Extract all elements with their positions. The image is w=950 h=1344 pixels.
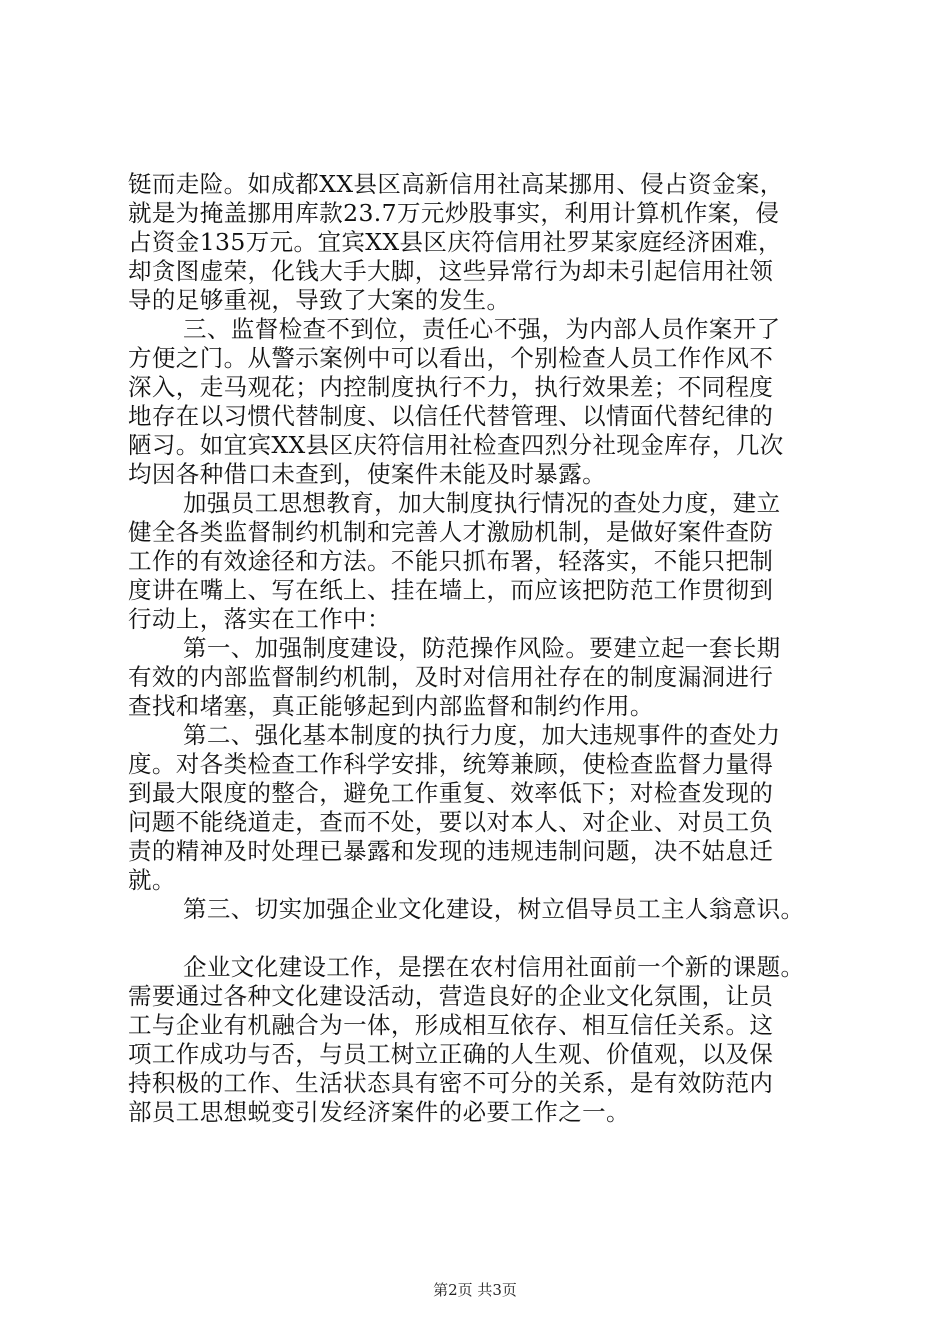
- paragraph-line: 深入，走马观花；内控制度执行不力，执行效果差；不同程度: [128, 373, 774, 401]
- paragraph-line: 三、监督检查不到位，责任心不强，为内部人员作案开了: [183, 315, 781, 343]
- paragraph-line: 企业文化建设工作，是摆在农村信用社面前一个新的课题。: [183, 953, 805, 981]
- paragraph-line: 部员工思想蜕变引发经济案件的必要工作之一。: [128, 1098, 630, 1126]
- paragraph-line: 占资金135万元。宜宾XX县区庆符信用社罗某家庭经济困难，: [128, 228, 782, 256]
- document-body: [128, 170, 848, 1127]
- paragraph-line: 加强员工思想教育，加大制度执行情况的查处力度，建立: [183, 489, 781, 517]
- paragraph-line: 问题不能绕道走，查而不处，要以对本人、对企业、对员工负: [128, 808, 774, 836]
- paragraph-line: 均因各种借口未查到，使案件未能及时暴露。: [128, 460, 606, 488]
- paragraph-line: 行动上，落实在工作中：: [128, 605, 391, 633]
- paragraph-line: 健全各类监督制约机制和完善人才激励机制，是做好案件查防: [128, 518, 774, 546]
- paragraph-line: 第三、切实加强企业文化建设，树立倡导员工主人翁意识。: [183, 895, 805, 923]
- paragraph-line: 工作的有效途径和方法。不能只抓布署，轻落实，不能只把制: [128, 547, 774, 575]
- paragraph-line: 查找和堵塞，真正能够起到内部监督和制约作用。: [128, 692, 654, 720]
- paragraph-line: 持积极的工作、生活状态具有密不可分的关系，是有效防范内: [128, 1069, 774, 1097]
- paragraph-line: 就是为掩盖挪用库款23.7万元炒股事实，利用计算机作案，侵: [128, 199, 780, 227]
- paragraph-line: 就。: [128, 866, 176, 894]
- paragraph-line: 方便之门。从警示案例中可以看出，个别检查人员工作作风不: [128, 344, 774, 372]
- paragraph-line: 到最大限度的整合，避免工作重复、效率低下；对检查发现的: [128, 779, 774, 807]
- paragraph-line: 第二、强化基本制度的执行力度，加大违规事件的查处力: [183, 721, 781, 749]
- paragraph-line: 度。对各类检查工作科学安排，统筹兼顾，使检查监督力量得: [128, 750, 774, 778]
- paragraph-line: 铤而走险。如成都XX县区高新信用社高某挪用、侵占资金案，: [128, 170, 784, 198]
- paragraph-line: 项工作成功与否，与员工树立正确的人生观、价值观，以及保: [128, 1040, 774, 1068]
- paragraph-line: 陋习。如宜宾XX县区庆符信用社检查四烈分社现金库存，几次: [128, 431, 784, 459]
- paragraph-line: 导的足够重视，导致了大案的发生。: [128, 286, 511, 314]
- paragraph-line: 却贪图虚荣，化钱大手大脚，这些异常行为却未引起信用社领: [128, 257, 774, 285]
- page-number-footer: 第2页 共3页: [433, 1281, 517, 1299]
- paragraph-gap: [128, 924, 848, 953]
- paragraph-line: 工与企业有机融合为一体，形成相互依存、相互信任关系。这: [128, 1011, 774, 1039]
- paragraph-line: 地存在以习惯代替制度、以信任代替管理、以情面代替纪律的: [128, 402, 774, 430]
- paragraph-line: 第一、加强制度建设，防范操作风险。要建立起一套长期: [183, 634, 781, 662]
- paragraph-line: 责的精神及时处理已暴露和发现的违规违制问题，决不姑息迁: [128, 837, 774, 865]
- paragraph-line: 度讲在嘴上、写在纸上、挂在墙上，而应该把防范工作贯彻到: [128, 576, 774, 604]
- paragraph-line: 需要通过各种文化建设活动，营造良好的企业文化氛围，让员: [128, 982, 774, 1010]
- paragraph-line: 有效的内部监督制约机制，及时对信用社存在的制度漏洞进行: [128, 663, 774, 691]
